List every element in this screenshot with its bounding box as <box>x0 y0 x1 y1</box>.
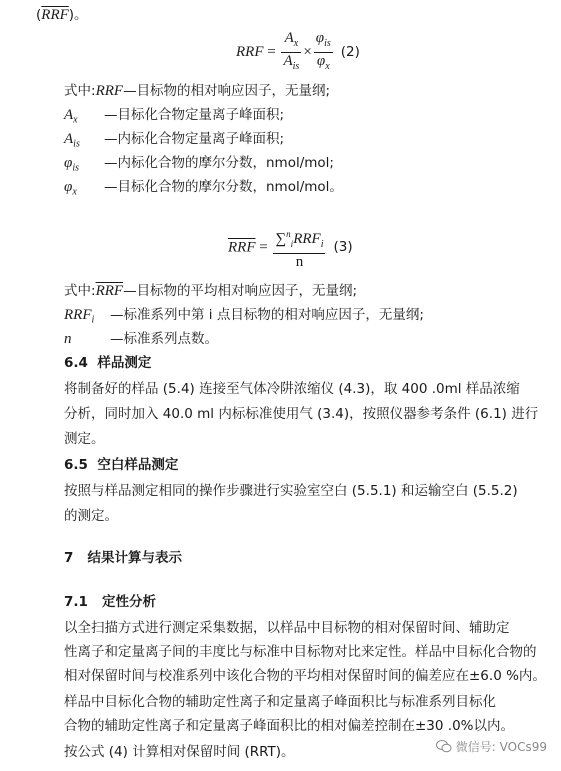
def-rrf-i <box>64 306 424 330</box>
def-symbol-sub: x <box>72 186 77 198</box>
def-text: —目标物的平均相对响应因子，无量纲; <box>123 283 358 299</box>
section-title: 样品测定 <box>97 355 152 371</box>
eq2-den-a-sub: is <box>292 61 300 72</box>
eq3-denominator: n <box>295 254 304 270</box>
def-text: —标准系列中第 i 点目标物的相对响应因子，无量纲; <box>110 307 424 323</box>
def-symbol: φ <box>64 155 73 171</box>
paragraph-line: 性离子和定量离子间的丰度比与标准中目标物对比来定性。样品中目标化合物的 <box>64 644 537 660</box>
eq2-num-phi-sub: is <box>324 38 331 49</box>
def-rrf-avg <box>64 282 357 300</box>
def-text: —标准系列点数。 <box>110 331 218 347</box>
watermark <box>436 738 547 755</box>
eq3-fraction <box>273 226 325 270</box>
paragraph-line: 测定。 <box>64 431 105 447</box>
paragraph-line: 样品中目标化合物的辅助定性离子和定量离子峰面积比与标准系列目标化 <box>64 694 496 710</box>
def-text: —目标物的相对响应因子，无量纲; <box>123 83 331 99</box>
eq2-den-phi-sub: x <box>325 61 330 72</box>
def-text: —内标化合物定量离子峰面积; <box>104 131 285 147</box>
section-number: 6.4 <box>64 355 88 371</box>
eq2-num-a-sub: x <box>293 38 299 49</box>
equation-number-3: (3) <box>333 239 353 256</box>
def-ax <box>64 106 284 130</box>
def-symbol: $\overline{RRF}$ <box>95 283 124 299</box>
eq2-den-phi: φ <box>316 53 326 69</box>
def-text: —目标化合物的摩尔分数，nmol/mol。 <box>104 179 343 195</box>
section-title: 定性分析 <box>102 594 157 610</box>
paragraph-line: 按公式 (4) 计算相对保留时间 (RRT)。 <box>64 744 295 760</box>
paragraph-line: 的测定。 <box>64 508 118 524</box>
paragraph-line: 以全扫描方式进行测定采集数据，以样品中目标物的相对保留时间、辅助定 <box>64 620 510 636</box>
def-symbol-sub: i <box>91 314 95 326</box>
def-phi-is <box>64 154 334 178</box>
section-number: 7.1 <box>64 594 88 610</box>
def-symbol: A <box>64 107 74 123</box>
equation-2: RRF = $\frac{A_x}{A_{is}}$ × $\frac{\varphi_{is}}{\varphi_x}$ (2) <box>236 30 360 75</box>
wechat-icon <box>436 740 452 753</box>
paragraph-line: 将制备好的样品 (5.4) 连接至气体冷阱浓缩仪 (4.3)，取 400 .0ml 样品浓缩 <box>64 381 520 397</box>
def-prefix: 式中: <box>64 283 96 299</box>
open-paren: ( <box>36 7 42 23</box>
eq2-fraction-phi <box>314 30 333 75</box>
section-7-heading <box>64 549 182 567</box>
def-symbol: RRF <box>95 83 124 99</box>
eq2-lhs: RRF <box>236 43 264 60</box>
section-title: 空白样品测定 <box>97 457 179 473</box>
eq2-den-a: A <box>283 53 293 69</box>
eq2-num-a: A <box>284 30 294 46</box>
def-phi-x <box>64 178 343 202</box>
equation-number-2: (2) <box>340 43 360 60</box>
def-symbol-sub: x <box>73 114 78 126</box>
def-text: —内标化合物的摩尔分数，nmol/mol; <box>104 155 334 171</box>
paragraph-line: 相对保留时间与校准系列中该化合物的平均相对保留时间的偏差应在±6.0 %内。 <box>64 668 546 684</box>
section-6-5-heading <box>64 456 178 474</box>
section-6-4-heading <box>64 354 151 372</box>
watermark-text: 微信号: VOCs99 <box>455 740 547 754</box>
eq3-term: RRF <box>293 231 321 247</box>
sum-sign: ∑ <box>275 231 287 247</box>
times-sign: × <box>303 43 312 60</box>
eq3-lhs: $\overline{RRF}$ <box>228 239 256 256</box>
def-rrf <box>64 82 330 100</box>
section-title: 结果计算与表示 <box>87 550 183 566</box>
section-number: 6.5 <box>64 457 88 473</box>
def-symbol: RRF <box>64 307 92 323</box>
def-n <box>64 330 218 348</box>
def-symbol-sub: is <box>73 138 80 150</box>
paragraph-line: 合物的辅助定性离子和定量离子峰面积比的相对偏差控制在±30 .0%以内。 <box>64 718 514 734</box>
def-ais <box>64 130 284 154</box>
sum-sub: i <box>290 239 294 249</box>
def-prefix: 式中: <box>64 83 96 99</box>
rrf-avg-symbol: $\overline{RRF}$ <box>41 7 69 23</box>
sum-sup: n <box>286 229 291 239</box>
section-number: 7 <box>64 550 74 566</box>
eq2-num-phi: φ <box>315 30 325 46</box>
eq3-term-sub: i <box>320 239 324 250</box>
def-text: —目标化合物定量离子峰面积; <box>104 107 285 123</box>
close-paren: )。 <box>68 7 88 23</box>
section-7-1-heading <box>64 593 156 611</box>
def-symbol: A <box>64 131 74 147</box>
def-symbol: φ <box>64 179 73 195</box>
paragraph-line: 分析，同时加入 40.0 ml 内标标准使用气 (3.4)，按照仪器参考条件 (6.1) 进行 <box>64 406 539 422</box>
def-symbol: n <box>64 331 72 347</box>
def-symbol-sub: is <box>72 162 79 174</box>
top-fragment <box>36 6 88 24</box>
eq2-fraction-area <box>281 30 301 75</box>
equation-3: $\overline{RRF}$ = $\frac{\sum^n_iRRF_i}{n}$ (3) <box>228 226 353 270</box>
paragraph-line: 按照与样品测定相同的操作步骤进行实验室空白 (5.5.1) 和运输空白 (5.5.2) <box>64 483 518 499</box>
